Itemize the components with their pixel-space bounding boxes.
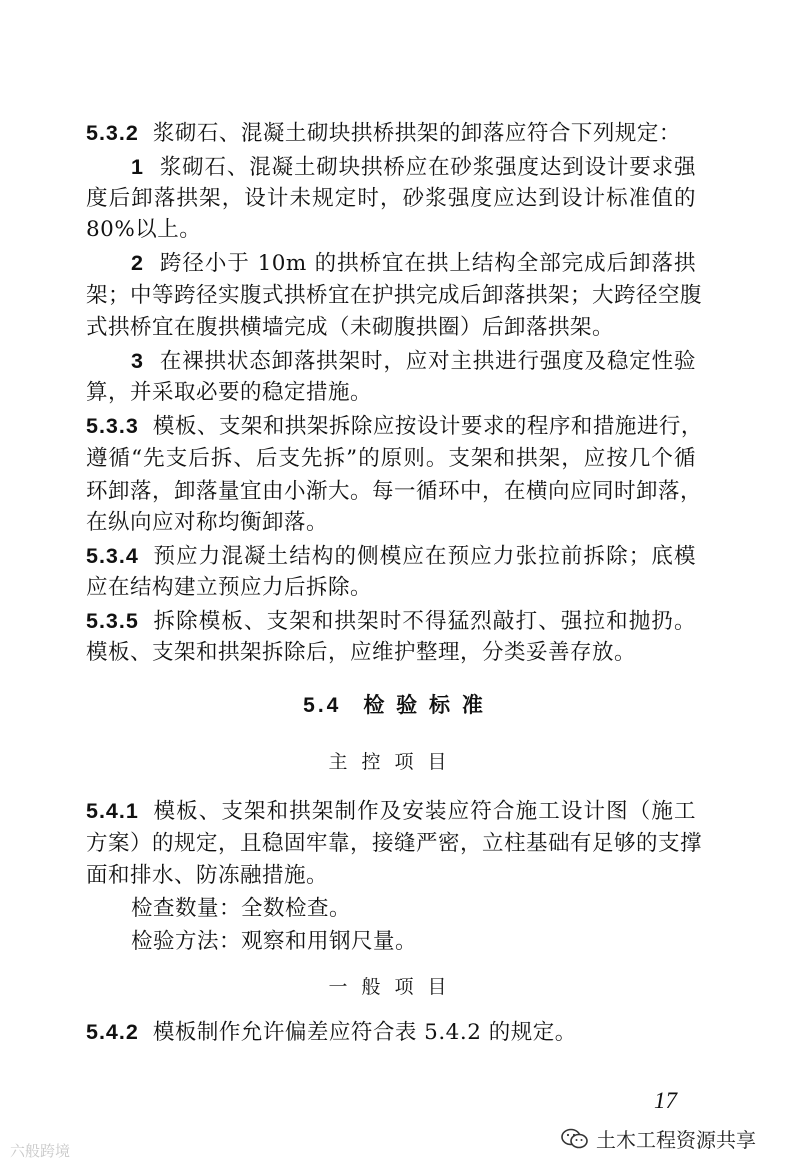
clause-number: 5.3.2 bbox=[86, 121, 139, 145]
item-text: 跨径小于 10m 的拱桥宜在拱上结构全部完成后卸落拱 bbox=[159, 251, 696, 276]
item-3-line-1 bbox=[131, 346, 696, 377]
section-number: 5.4 bbox=[303, 694, 342, 717]
clause-number: 5.3.5 bbox=[86, 609, 139, 633]
watermark-left bbox=[10, 1140, 70, 1161]
item-number: 3 bbox=[131, 349, 144, 373]
general-items-heading: 一般项目 bbox=[328, 976, 461, 998]
clause-5-4-1-line-3: 面和排水、防冻融措施。 bbox=[86, 863, 329, 888]
clause-5-3-3-line-4: 在纵向应对称均衡卸落。 bbox=[86, 510, 329, 535]
clause-text: 模板制作允许偏差应符合表 5.4.2 的规定。 bbox=[152, 1020, 577, 1045]
clause-5-4-1-line-2: 方案）的规定，且稳固牢靠，接缝严密，立柱基础有足够的支撑 bbox=[86, 831, 703, 856]
item-2-line-1 bbox=[131, 248, 696, 279]
clause-5-4-1-line-1 bbox=[86, 796, 696, 827]
section-heading-5-4 bbox=[0, 689, 789, 719]
item-1-line-3: 80%以上。 bbox=[86, 217, 202, 242]
clause-number: 5.3.3 bbox=[86, 414, 139, 438]
clause-5-3-5-line-2: 模板、支架和拱架拆除后，应维护整理，分类妥善存放。 bbox=[86, 640, 637, 665]
clause-number: 5.3.4 bbox=[86, 544, 139, 568]
item-text: 在裸拱状态卸落拱架时，应对主拱进行强度及稳定性验 bbox=[159, 349, 696, 374]
clause-5-3-2 bbox=[86, 118, 696, 149]
wechat-icon bbox=[560, 1127, 590, 1151]
item-2-line-2: 架；中等跨径实腹式拱桥宜在护拱完成后卸落拱架；大跨径空腹 bbox=[86, 283, 703, 308]
item-1-line-2: 度后卸落拱架，设计未规定时，砂浆强度应达到设计标准值的 bbox=[86, 186, 696, 211]
clause-text: 拆除模板、支架和拱架时不得猛烈敲打、强拉和抛扔。 bbox=[152, 609, 696, 634]
item-number: 2 bbox=[131, 251, 144, 275]
check-method: 检验方法：观察和用钢尺量。 bbox=[131, 929, 418, 954]
item-2-line-3: 式拱桥宜在腹拱横墙完成（未砌腹拱圈）后卸落拱架。 bbox=[86, 315, 615, 340]
watermark-left-text: 六般跨境 bbox=[10, 1143, 71, 1160]
clause-5-3-3-line-1 bbox=[86, 411, 703, 442]
clause-text: 预应力混凝土结构的侧模应在预应力张拉前拆除；底模 bbox=[152, 544, 696, 569]
item-number: 1 bbox=[131, 155, 144, 179]
watermark-right bbox=[560, 1124, 756, 1153]
clause-5-4-2 bbox=[86, 1017, 696, 1048]
clause-5-3-4-line-1 bbox=[86, 541, 696, 572]
clause-5-3-3-line-2: 遵循“先支后拆、后支先拆”的原则。支架和拱架，应按几个循 bbox=[86, 446, 696, 471]
clause-5-3-3-line-3: 环卸落，卸落量宜由小渐大。每一循环中，在横向应同时卸落， bbox=[86, 479, 703, 504]
item-3-line-2: 算，并采取必要的稳定措施。 bbox=[86, 380, 373, 405]
item-1-line-1 bbox=[131, 152, 696, 183]
section-title: 检 验 标 准 bbox=[363, 694, 486, 717]
clause-text: 浆砌石、混凝土砌块拱桥拱架的卸落应符合下列规定： bbox=[152, 121, 681, 146]
watermark-right-text: 土木工程资源共享 bbox=[596, 1130, 756, 1152]
item-text: 浆砌石、混凝土砌块拱桥应在砂浆强度达到设计要求强 bbox=[159, 155, 696, 180]
clause-5-3-4-line-2: 应在结构建立预应力后拆除。 bbox=[86, 575, 373, 600]
clause-5-3-5-line-1 bbox=[86, 606, 696, 637]
clause-number: 5.4.2 bbox=[86, 1020, 139, 1044]
clause-text: 模板、支架和拱架制作及安装应符合施工设计图（施工 bbox=[152, 799, 696, 824]
main-items-heading: 主控项目 bbox=[328, 751, 461, 773]
page-number: 17 bbox=[654, 1088, 677, 1113]
check-quantity: 检查数量：全数检查。 bbox=[131, 896, 352, 921]
clause-text: 模板、支架和拱架拆除应按设计要求的程序和措施进行， bbox=[152, 414, 703, 439]
clause-number: 5.4.1 bbox=[86, 799, 139, 823]
